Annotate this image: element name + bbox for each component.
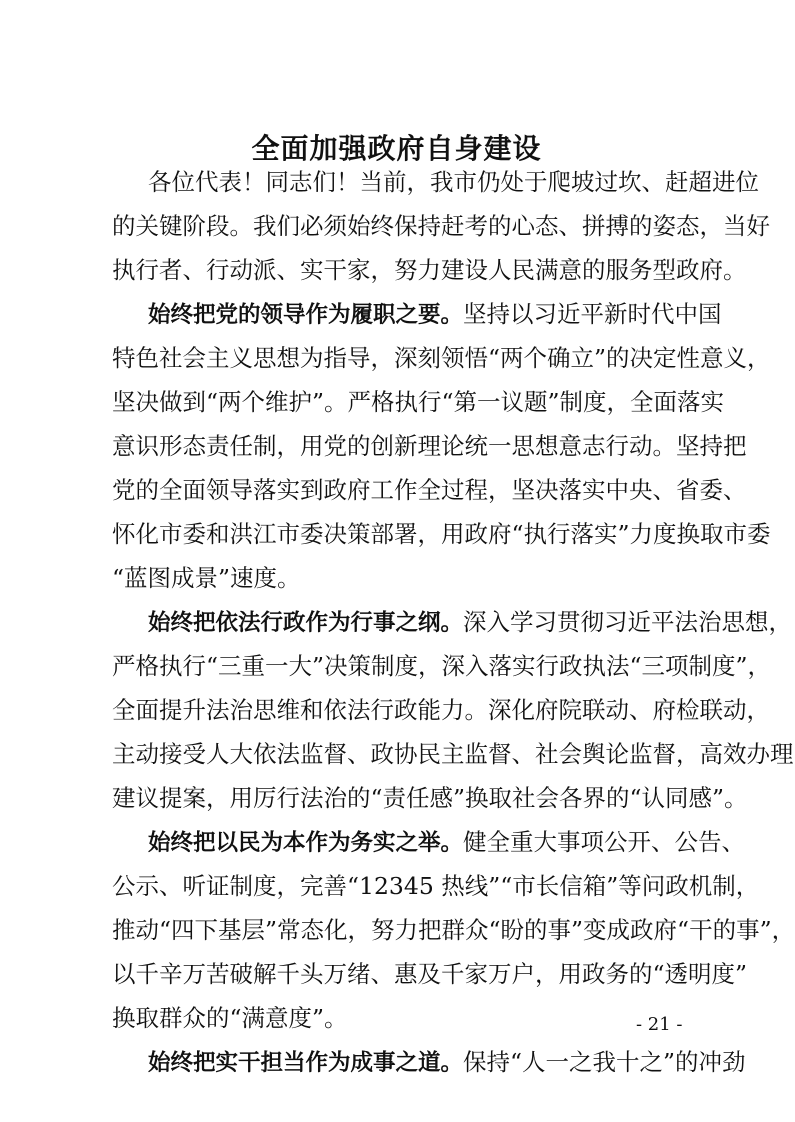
paragraph-line bbox=[112, 474, 747, 506]
line-text: “蓝图成景”速度。 bbox=[112, 564, 301, 592]
paragraph-line bbox=[112, 562, 694, 594]
line-text: 全面提升法治思维和依法行政能力。深化府院联动、府检联动， bbox=[112, 696, 770, 724]
line-text: 意识形态责任制，用党的创新理论统一思想意志行动。坚持把 bbox=[112, 432, 747, 460]
paragraph-line bbox=[112, 870, 760, 902]
line-text: 推动“四下基层”常态化，努力把群众“盼的事”变成政府“干的事”， bbox=[112, 916, 795, 944]
paragraph-line bbox=[112, 210, 770, 242]
line-text: 特色社会主义思想为指导，深刻领悟“两个确立”的决定性意义， bbox=[112, 344, 771, 372]
line-text: 保持“人一之我十之”的冲劲 bbox=[463, 1048, 746, 1076]
line-text: 坚持以习近平新时代中国 bbox=[463, 300, 722, 328]
line-text: 换取群众的“满意度”。 bbox=[112, 1004, 348, 1032]
paragraph-line bbox=[112, 518, 771, 550]
paragraph-line bbox=[112, 430, 747, 462]
paragraph-line bbox=[112, 1002, 694, 1034]
paragraph-line bbox=[112, 914, 795, 946]
paragraph-line bbox=[148, 826, 746, 858]
paragraph-line bbox=[112, 694, 770, 726]
paragraph-lead: 始终把以民为本作为务实之举。 bbox=[148, 830, 464, 856]
paragraph-lead: 始终把实干担当作为成事之道。 bbox=[148, 1050, 464, 1076]
paragraph-line bbox=[112, 738, 794, 770]
line-text: 怀化市委和洪江市委决策部署，用政府“执行落实”力度换取市委 bbox=[112, 520, 771, 548]
paragraph-line bbox=[112, 342, 771, 374]
paragraph-line bbox=[148, 1046, 746, 1078]
line-text: 坚决做到“两个维护”。严格执行“第一议题”制度，全面落实 bbox=[112, 388, 725, 416]
paragraph-lead: 始终把依法行政作为行事之纲。 bbox=[148, 610, 464, 636]
paragraph-line bbox=[112, 958, 748, 990]
line-text: 健全重大事项公开、公告、 bbox=[463, 828, 746, 856]
line-text: 各位代表！同志们！当前，我市仍处于爬坡过坎、赶超进位 bbox=[148, 168, 759, 196]
line-text: 公示、听证制度，完善“12345 热线”“市长信箱”等问政机制， bbox=[112, 872, 760, 900]
line-text: 以千辛万苦破解千头万绪、惠及千家万户，用政务的“透明度” bbox=[112, 960, 748, 988]
page-number: - 21 - bbox=[636, 1014, 683, 1035]
paragraph-line bbox=[148, 298, 722, 330]
section-title: 全面加强政府自身建设 bbox=[251, 132, 542, 165]
line-text: 建议提案，用厉行法治的“责任感”换取社会各界的“认同感”。 bbox=[112, 784, 748, 812]
paragraph-line bbox=[148, 166, 759, 198]
line-text: 执行者、行动派、实干家，努力建设人民满意的服务型政府。 bbox=[112, 256, 747, 284]
line-text: 主动接受人大依法监督、政协民主监督、社会舆论监督，高效办理 bbox=[112, 740, 794, 768]
line-text: 的关键阶段。我们必须始终保持赶考的心态、拼搏的姿态，当好 bbox=[112, 212, 770, 240]
line-text: 深入学习贯彻习近平法治思想， bbox=[463, 608, 793, 636]
line-text: 党的全面领导落实到政府工作全过程，坚决落实中央、省委、 bbox=[112, 476, 747, 504]
paragraph-line bbox=[112, 386, 725, 418]
paragraph-lead: 始终把党的领导作为履职之要。 bbox=[148, 302, 464, 328]
line-text: 严格执行“三重一大”决策制度，深入落实行政执法“三项制度”， bbox=[112, 652, 772, 680]
paragraph-line bbox=[112, 650, 772, 682]
paragraph-line bbox=[148, 606, 793, 638]
paragraph-line bbox=[112, 254, 747, 286]
paragraph-line bbox=[112, 782, 748, 814]
